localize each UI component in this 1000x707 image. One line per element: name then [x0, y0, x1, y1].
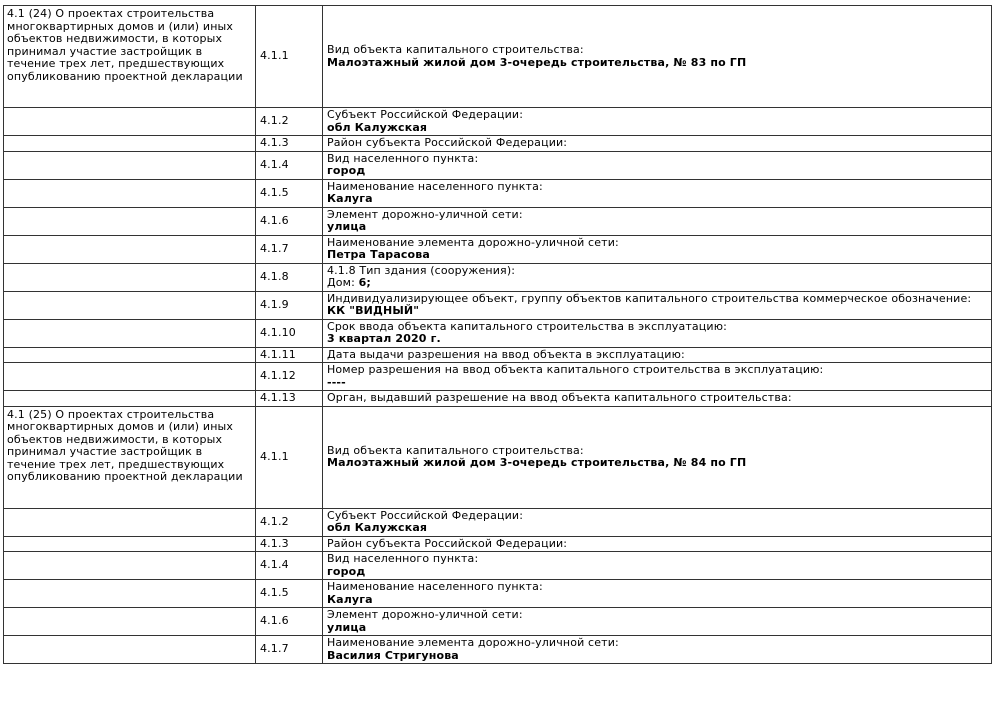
row-number: 4.1.3 [256, 136, 323, 152]
field-value-line [327, 193, 987, 206]
field-label: Наименование элемента дорожно-уличной сети: [327, 636, 619, 649]
section-description-cell [4, 151, 256, 179]
row-number: 4.1.12 [256, 363, 323, 391]
row-content-cell [323, 347, 992, 363]
row-content-cell [323, 536, 992, 552]
row-content-cell [323, 108, 992, 136]
row-content-cell [323, 207, 992, 235]
row-number: 4.1.5 [256, 580, 323, 608]
row-number: 4.1.1 [256, 406, 323, 508]
field-label: Наименование населенного пункта: [327, 580, 543, 593]
table-row [4, 636, 992, 664]
row-number: 4.1.3 [256, 536, 323, 552]
table-row [4, 347, 992, 363]
field-value-line [327, 457, 987, 470]
table-row [4, 319, 992, 347]
row-content-cell [323, 508, 992, 536]
row-content-cell [323, 406, 992, 508]
row-number: 4.1.7 [256, 636, 323, 664]
table-row [4, 291, 992, 319]
table-row [4, 207, 992, 235]
section-description-cell [4, 536, 256, 552]
field-value-line [327, 522, 987, 535]
row-content-cell [323, 608, 992, 636]
table-row [4, 536, 992, 552]
field-value: КК "ВИДНЫЙ" [327, 304, 420, 317]
row-content-cell [323, 580, 992, 608]
row-content-cell [323, 319, 992, 347]
section-description: 4.1 (24) О проектах строительства многоквартирных домов и (или) иных объектов недвижимости, в которых принимал участие застройщик в течение трех лет, предшествующих опубликованию проектной декларации [7, 7, 243, 83]
field-label: Субъект Российской Федерации: [327, 108, 524, 121]
table-row [4, 136, 992, 152]
field-label: Субъект Российской Федерации: [327, 508, 524, 522]
field-value: Калуга [327, 192, 373, 205]
field-value: 6; [358, 276, 371, 289]
row-number: 4.1.9 [256, 291, 323, 319]
section-description: 4.1 (25) О проектах строительства многоквартирных домов и (или) иных объектов недвижимости, в которых принимал участие застройщик в течение трех лет, предшествующих опубликованию проектной декларации [7, 407, 243, 483]
table-row [4, 263, 992, 291]
section-description-cell [4, 636, 256, 664]
row-content-cell [323, 235, 992, 263]
table-row [4, 235, 992, 263]
section-description-cell [4, 136, 256, 152]
row-content-cell [323, 6, 992, 108]
field-label: Элемент дорожно-уличной сети: [327, 608, 523, 621]
row-number: 4.1.7 [256, 235, 323, 263]
field-label: Вид объекта капитального строительства: [327, 443, 584, 457]
table-row [4, 363, 992, 391]
section-description-cell [4, 319, 256, 347]
project-declaration-table [3, 5, 992, 664]
field-label: Наименование элемента дорожно-уличной сети: [327, 235, 619, 249]
table-row [4, 108, 992, 136]
field-value-line [327, 249, 987, 262]
field-value-line [327, 566, 987, 579]
table-row [4, 179, 992, 207]
row-content-cell [323, 263, 992, 291]
table-row [4, 391, 992, 407]
row-number: 4.1.11 [256, 347, 323, 363]
row-content-cell [323, 136, 992, 152]
field-value: Василия Стригунова [327, 648, 459, 662]
row-number: 4.1.4 [256, 552, 323, 580]
section-description-cell [4, 108, 256, 136]
declaration-table-body [4, 6, 992, 664]
field-label: Орган, выдавший разрешение на ввод объекта капитального строительства: [327, 391, 792, 404]
field-value-line [327, 122, 987, 135]
row-content-cell [323, 636, 992, 664]
field-value: Калуга [327, 592, 373, 606]
field-value: город [327, 564, 366, 578]
row-content-cell [323, 363, 992, 391]
row-content-cell [323, 391, 992, 407]
field-value: улица [327, 620, 367, 634]
field-value-prefix: Дом: [327, 276, 359, 289]
table-row [4, 6, 992, 108]
field-value-line [327, 277, 987, 290]
row-content-cell [323, 291, 992, 319]
field-label: Вид населенного пункта: [327, 151, 479, 165]
field-label: Элемент дорожно-уличной сети: [327, 207, 523, 221]
row-number: 4.1.5 [256, 179, 323, 207]
field-value: обл Калужская [327, 120, 428, 134]
field-label: Наименование населенного пункта: [327, 179, 543, 193]
field-value-line [327, 305, 987, 318]
field-value-line [327, 333, 987, 346]
field-value-line [327, 594, 987, 607]
row-number: 4.1.6 [256, 207, 323, 235]
field-label: 4.1.8 Тип здания (сооружения): [327, 263, 516, 277]
section-description-cell [4, 347, 256, 363]
section-description-cell [4, 263, 256, 291]
field-label: Дата выдачи разрешения на ввод объекта в эксплуатацию: [327, 347, 685, 361]
row-content-cell [323, 552, 992, 580]
section-description-cell [4, 508, 256, 536]
field-label: Индивидуализирующее объект, группу объектов капитального строительства коммерческое обозначение: [327, 291, 972, 305]
table-row [4, 406, 992, 508]
field-label: Номер разрешения на ввод объекта капитального строительства в эксплуатацию: [327, 363, 824, 376]
field-label: Вид населенного пункта: [327, 552, 479, 565]
table-row [4, 580, 992, 608]
table-row [4, 608, 992, 636]
field-value-line [327, 165, 987, 178]
field-value: Малоэтажный жилой дом 3-очередь строительства, № 83 по ГП [327, 55, 747, 69]
field-value: город [327, 164, 366, 177]
table-row [4, 508, 992, 536]
field-value: Петра Тарасова [327, 248, 430, 261]
field-value: обл Калужская [327, 521, 428, 534]
section-description-cell [4, 391, 256, 407]
field-value: Малоэтажный жилой дом 3-очередь строительства, № 84 по ГП [327, 456, 747, 469]
section-description-cell [4, 291, 256, 319]
row-number: 4.1.1 [256, 6, 323, 108]
field-value-line [327, 377, 987, 390]
row-content-cell [323, 151, 992, 179]
field-value: 3 квартал 2020 г. [327, 332, 441, 345]
section-description-cell [4, 179, 256, 207]
field-value-line [327, 650, 987, 663]
field-label: Вид объекта капитального строительства: [327, 43, 584, 56]
section-description-cell [4, 406, 256, 508]
row-number: 4.1.2 [256, 108, 323, 136]
field-value: ---- [327, 375, 346, 389]
table-row [4, 552, 992, 580]
field-value: улица [327, 220, 367, 233]
row-number: 4.1.8 [256, 263, 323, 291]
section-description-cell [4, 207, 256, 235]
section-description-cell [4, 608, 256, 636]
field-value-line [327, 221, 987, 234]
row-number: 4.1.4 [256, 151, 323, 179]
row-number: 4.1.13 [256, 391, 323, 407]
row-number: 4.1.2 [256, 508, 323, 536]
field-value-line [327, 57, 987, 70]
row-number: 4.1.10 [256, 319, 323, 347]
field-value-line [327, 622, 987, 635]
table-row [4, 151, 992, 179]
field-label: Срок ввода объекта капитального строительства в эксплуатацию: [327, 319, 727, 333]
field-label: Район субъекта Российской Федерации: [327, 136, 568, 149]
field-label: Район субъекта Российской Федерации: [327, 536, 568, 550]
section-description-cell [4, 6, 256, 108]
row-number: 4.1.6 [256, 608, 323, 636]
section-description-cell [4, 235, 256, 263]
section-description-cell [4, 363, 256, 391]
section-description-cell [4, 552, 256, 580]
row-content-cell [323, 179, 992, 207]
section-description-cell [4, 580, 256, 608]
